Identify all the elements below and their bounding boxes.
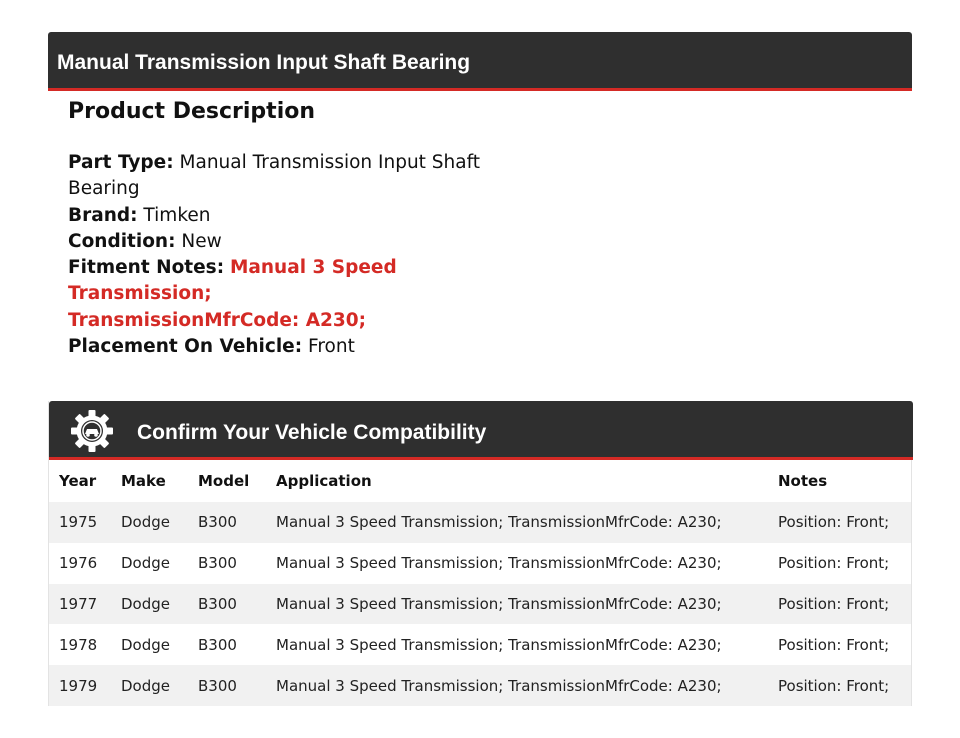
cell-year: 1977 xyxy=(59,594,98,613)
cell-model: B300 xyxy=(198,594,237,613)
spec-placement xyxy=(68,334,488,360)
fitment-value: Manual 3 Speed Transmission; TransmissionMfrCode: A230; xyxy=(68,257,397,331)
cell-make: Dodge xyxy=(121,513,170,532)
table-row xyxy=(49,665,911,706)
placement-label: Placement On Vehicle: xyxy=(68,336,303,358)
compatibility-section xyxy=(48,401,912,706)
table-row xyxy=(49,502,911,543)
cell-make: Dodge xyxy=(121,676,170,695)
cell-notes: Position: Front; xyxy=(778,635,890,654)
brand-value: Timken xyxy=(143,204,211,226)
cell-make: Dodge xyxy=(121,635,170,654)
spec-condition xyxy=(68,229,488,255)
spec-list xyxy=(68,150,488,360)
condition-value: New xyxy=(181,230,222,252)
product-title-bar xyxy=(48,32,912,91)
cell-make: Dodge xyxy=(121,554,170,573)
table-row xyxy=(49,543,911,584)
gear-car-icon xyxy=(70,409,114,453)
compatibility-title: Confirm Your Vehicle Compatibility xyxy=(137,421,487,444)
cell-notes: Position: Front; xyxy=(778,676,890,695)
table-row xyxy=(49,624,911,665)
cell-model: B300 xyxy=(198,676,237,695)
cell-application: Manual 3 Speed Transmission; TransmissionMfrCode: A230; xyxy=(276,676,722,695)
brand-label: Brand: xyxy=(68,204,138,226)
cell-application: Manual 3 Speed Transmission; TransmissionMfrCode: A230; xyxy=(276,635,722,654)
cell-notes: Position: Front; xyxy=(778,554,890,573)
table-row xyxy=(49,584,911,625)
cell-application: Manual 3 Speed Transmission; TransmissionMfrCode: A230; xyxy=(276,594,722,613)
cell-model: B300 xyxy=(198,513,237,532)
col-make: Make xyxy=(121,472,166,490)
cell-year: 1976 xyxy=(59,554,98,573)
cell-model: B300 xyxy=(198,635,237,654)
part-type-label: Part Type: xyxy=(68,152,174,173)
compatibility-table xyxy=(49,460,911,706)
cell-application: Manual 3 Speed Transmission; TransmissionMfrCode: A230; xyxy=(276,513,722,532)
placement-value: Front xyxy=(308,336,355,358)
product-title: Manual Transmission Input Shaft Bearing xyxy=(57,51,471,74)
cell-year: 1975 xyxy=(59,513,98,532)
cell-notes: Position: Front; xyxy=(778,513,890,532)
part-type-value: Manual Transmission Input Shaft Bearing xyxy=(68,152,481,200)
cell-model: B300 xyxy=(198,554,237,573)
cell-year: 1978 xyxy=(59,635,98,654)
cell-year: 1979 xyxy=(59,676,98,695)
condition-label: Condition: xyxy=(68,230,176,252)
spec-fitment-notes xyxy=(68,255,418,334)
col-year: Year xyxy=(59,472,97,490)
cell-application: Manual 3 Speed Transmission; TransmissionMfrCode: A230; xyxy=(276,554,722,573)
spec-brand xyxy=(68,203,488,229)
col-notes: Notes xyxy=(778,472,828,490)
compatibility-header xyxy=(49,401,913,460)
col-model: Model xyxy=(198,472,250,490)
product-description xyxy=(68,96,488,360)
fitment-label: Fitment Notes: xyxy=(68,257,225,279)
cell-notes: Position: Front; xyxy=(778,594,890,613)
spec-part-type xyxy=(68,150,488,203)
cell-make: Dodge xyxy=(121,594,170,613)
col-application: Application xyxy=(276,472,372,490)
description-heading: Product Description xyxy=(68,99,316,124)
table-header-row xyxy=(49,460,911,502)
